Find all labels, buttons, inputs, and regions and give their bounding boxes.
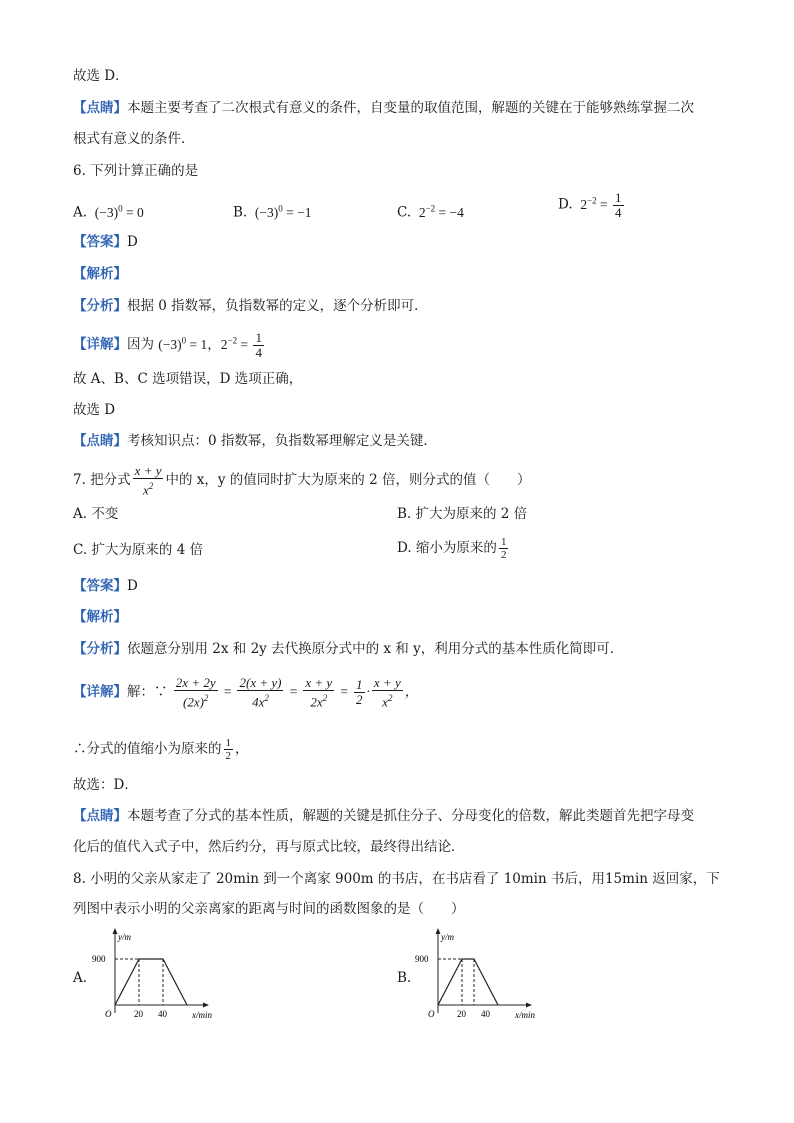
math-expression: $(-3)^0 = -1$ — [251, 203, 312, 220]
analysis-tag: 【解析】 — [73, 609, 127, 625]
option-label: B. — [233, 204, 248, 221]
x-tick-label: 20 — [457, 1009, 466, 1019]
dianjing-line: 化后的值代入式子中，然后约分，再与原式比较，最终得出结论． — [73, 839, 465, 855]
y-tick-label: 900 — [92, 954, 106, 964]
answer-line — [73, 576, 138, 596]
choose-line: 故选：D． — [73, 777, 138, 793]
y-axis-label: y/m — [118, 932, 131, 942]
choose-line: 故选 D — [73, 402, 116, 418]
dianjing-paragraph — [73, 98, 694, 118]
dianjing-tag: 【点睛】 — [73, 808, 127, 824]
analysis-tag: 【解析】 — [73, 266, 127, 282]
x-axis-arrow — [203, 1003, 209, 1008]
stem-suffix: 中的 x，y 的值同时扩大为原来的 2 倍，则分式的值（ ） — [165, 472, 531, 489]
dianjing-text: 考核知识点：0 指数幂，负指数幂理解定义是关键． — [127, 433, 437, 449]
option-label: A. — [73, 204, 88, 221]
math-expression: $(-3)^0 = 1$，$2^{-2}$ = $\frac{1}{4}$ — [158, 329, 262, 360]
q7-option-d — [397, 536, 510, 561]
x-tick-label: 40 — [481, 1009, 490, 1019]
fenxi-tag: 【分析】 — [73, 641, 127, 657]
xiangjie-text: 解：∵ — [127, 683, 168, 700]
q8-option-a-label: A. — [73, 970, 88, 986]
y-axis-arrow — [436, 928, 441, 934]
fenxi-tag: 【分析】 — [73, 298, 127, 314]
x-axis-arrow — [526, 1003, 532, 1008]
stem-prefix: 7. 把分式 — [73, 472, 131, 489]
dianjing-tag: 【点睛】 — [73, 100, 127, 116]
y-tick-label: 900 — [415, 954, 429, 964]
xiangjie-tag: 【详解】 — [73, 683, 127, 700]
math-expression: $2^{-2}$ = $\frac{1}{4}$ — [576, 189, 622, 220]
therefore-line: ∴分式的值缩小为原来的 $\frac{1}{2}$ ， — [73, 737, 249, 762]
x-tick-label: 20 — [134, 1009, 143, 1019]
q7-option-b: B. 扩大为原来的 2 倍 — [397, 506, 528, 522]
question-8-stem: 列图中表示小明的父亲离家的距离与时间的函数图象的是（ ） — [73, 901, 465, 917]
text-line: 故选 D． — [73, 68, 129, 84]
q8-graph-b — [411, 925, 546, 1025]
answer-tag: 【答案】 — [73, 234, 127, 250]
graph-line — [438, 959, 498, 1005]
answer-line — [73, 232, 138, 252]
option-text: D. 缩小为原来的 — [397, 540, 497, 556]
q7-option-c: C. 扩大为原来的 4 倍 — [73, 542, 204, 558]
x-axis-label: x/min — [192, 1010, 212, 1020]
fenxi-line — [73, 296, 428, 316]
answer-tag: 【答案】 — [73, 578, 127, 594]
fenxi-text: 依题意分别用 2x 和 2y 去代换原分式中的 x 和 y，利用分式的基本性质化简即可． — [127, 641, 624, 657]
question-6-stem: 6. 下列计算正确的是 — [73, 163, 199, 179]
fraction: $\frac{x + y}{x^2}$ — [134, 463, 162, 498]
graph-line — [115, 959, 187, 1005]
conclusion-line: 故 A、B、C 选项错误，D 选项正确， — [73, 371, 303, 387]
xiangjie-line — [73, 330, 266, 360]
x-axis-label: x/min — [515, 1010, 535, 1020]
question-8-stem: 8. 小明的父亲从家走了 20min 到一个离家 900m 的书店，在书店看了 10min 书后，用15min 返回家，下 — [73, 871, 720, 887]
y-axis-label: y/m — [441, 932, 454, 942]
dianjing-text: 本题考查了分式的基本性质，解题的关键是抓住分子、分母变化的倍数，解此类题首先把字母变 — [127, 808, 694, 824]
answer-value: D — [127, 234, 138, 250]
x-tick-label: 40 — [158, 1009, 167, 1019]
origin-label: O — [428, 1009, 435, 1019]
dianjing-tag: 【点睛】 — [73, 433, 127, 449]
q8-graph-a — [88, 925, 223, 1025]
y-axis-arrow — [113, 928, 118, 934]
option-label: C. — [397, 204, 412, 221]
question-7-stem — [73, 464, 530, 497]
q6-option-d — [558, 190, 626, 220]
xiangjie-tag: 【详解】 — [73, 336, 127, 353]
fenxi-text: 根据 0 指数幂，负指数幂的定义，逐个分析即可． — [127, 298, 428, 314]
therefore-text: ∴分式的值缩小为原来的 — [73, 741, 222, 757]
xiangjie-text: 因为 — [127, 336, 154, 353]
analysis-heading — [73, 607, 127, 627]
answer-value: D — [127, 578, 138, 594]
math-expression: $2^{-2} = -4$ — [415, 203, 464, 220]
dianjing-line — [73, 431, 437, 451]
q7-option-a: A. 不变 — [73, 506, 119, 522]
q6-option-a — [73, 198, 144, 223]
xiangjie-line — [73, 676, 418, 709]
fraction: $\frac{1}{2}$ — [500, 536, 507, 561]
fraction: $\frac{1}{2}$ — [225, 737, 231, 762]
dianjing-text: 本题主要考查了二次根式有意义的条件，自变量的取值范围，解题的关键在于能够熟练掌握二次 — [127, 100, 694, 116]
q6-option-b — [233, 198, 311, 223]
dianjing-line — [73, 806, 694, 826]
origin-label: O — [105, 1009, 112, 1019]
fenxi-line — [73, 639, 623, 659]
q6-option-c — [397, 198, 464, 223]
math-expression: $(-3)^0 = 0$ — [91, 203, 144, 220]
analysis-heading — [73, 264, 127, 284]
q8-option-b-label: B. — [397, 970, 412, 986]
math-expression: $\frac{2x + 2y}{(2x)^2}$ = $\frac{2(x + y)}{4x^2}$ = $\frac{x + y}{2x^2}$ = $\frac{1}{2}$ · $\frac{x + y}{x^2}$ ， — [175, 675, 419, 710]
text-line: 根式有意义的条件． — [73, 131, 195, 147]
option-label: D. — [558, 196, 573, 213]
